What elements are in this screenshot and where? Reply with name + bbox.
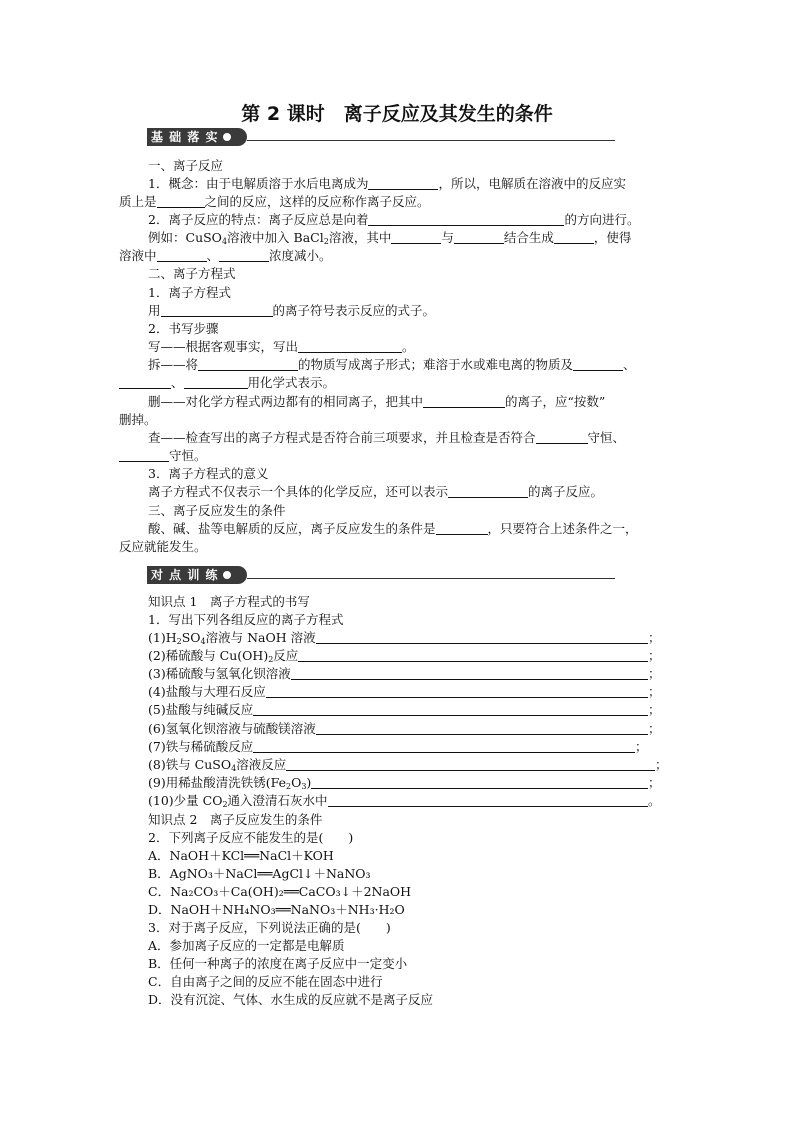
equation-label — [148, 648, 298, 663]
section-tag — [147, 566, 247, 584]
blank[interactable] — [536, 430, 588, 444]
blank[interactable] — [119, 448, 169, 462]
section-tag — [147, 128, 247, 146]
text-line — [148, 211, 708, 229]
text-line — [148, 175, 708, 193]
subheading: 1．离子方程式 — [148, 285, 231, 300]
text: 质上是 — [119, 194, 157, 209]
answer-blank[interactable] — [253, 702, 648, 716]
text: 通入澄清石灰水中 — [227, 792, 328, 808]
text: 的方向进行。 — [564, 212, 640, 227]
text-line — [148, 429, 708, 447]
equation-label — [148, 739, 253, 754]
answer-blank[interactable] — [316, 721, 648, 735]
answer-blank[interactable] — [298, 648, 648, 662]
text: (10)少量 CO — [148, 792, 223, 808]
text-line — [119, 193, 679, 211]
text-line: 删掉。 — [119, 412, 157, 427]
question-1: 1．写出下列各组反应的离子方程式 — [148, 612, 344, 627]
subscript: 2 — [285, 781, 292, 791]
equation-label — [148, 630, 316, 645]
text: (3)稀硫酸与氢氧化钡溶液 — [148, 666, 291, 682]
question-2: 2．下列离子反应不能发生的是( ) — [148, 830, 354, 845]
answer-blank[interactable] — [328, 793, 648, 807]
subscript: 4 — [221, 237, 228, 246]
section-label: 对 点 训 练 — [151, 568, 219, 582]
line-end: ； — [648, 774, 661, 790]
text: (9)用稀盐酸清洗铁锈(Fe — [148, 774, 286, 790]
knowledge-point-2: 知识点 2 离子反应发生的条件 — [148, 812, 323, 827]
bullet-icon — [223, 133, 231, 141]
text: (5)盐酸与纯碱反应 — [148, 702, 254, 718]
text: (8)铁与 CuSO — [148, 756, 232, 772]
equation-label — [148, 793, 328, 808]
section-rule — [247, 578, 615, 579]
option-b[interactable]: B．任何一种离子的浓度在离子反应中一定变小 — [148, 956, 408, 971]
blank[interactable] — [298, 339, 402, 353]
subheading: 2．书写步骤 — [148, 321, 219, 336]
text: 拆——将 — [148, 357, 199, 372]
text: 酸、碱、盐等电解质的反应，离子反应发生的条件是 — [148, 521, 436, 536]
equation-item — [148, 738, 708, 756]
text: ，只要符合上述条件之一， — [487, 521, 638, 536]
blank[interactable] — [184, 375, 248, 389]
answer-blank[interactable] — [266, 684, 648, 698]
text: 用 — [148, 303, 161, 318]
equation-item — [148, 665, 708, 683]
section-label: 基 础 落 实 — [151, 130, 219, 144]
blank[interactable] — [161, 303, 273, 317]
subscript: 2 — [222, 799, 228, 809]
text: 守恒。 — [169, 448, 207, 463]
text: 反应 — [273, 648, 299, 664]
text: (7)铁与稀硫酸反应 — [148, 738, 254, 754]
equation-item — [148, 683, 708, 701]
answer-blank[interactable] — [291, 666, 648, 680]
text: 溶液中加入 BaCl — [227, 230, 324, 245]
text: 离子方程式不仅表示一个具体的化学反应，还可以表示 — [148, 484, 449, 499]
text: 之间的反应，这样的反应称作离子反应。 — [204, 194, 430, 209]
blank[interactable] — [423, 394, 505, 408]
equation-item — [148, 720, 708, 738]
option-b[interactable]: B．AgNO₃＋NaCl══AgCl↓＋NaNO₃ — [148, 866, 371, 881]
blank[interactable] — [119, 375, 171, 389]
text-line — [119, 447, 679, 465]
blank[interactable] — [198, 357, 298, 371]
option-a[interactable]: A．NaOH＋KCl══NaCl＋KOH — [148, 848, 334, 863]
text: 的离子反应。 — [528, 484, 604, 499]
blank[interactable] — [448, 484, 528, 498]
option-c[interactable]: C．Na₂CO₃＋Ca(OH)₂══CaCO₃↓＋2NaOH — [148, 884, 412, 899]
text-line — [119, 247, 679, 265]
subheading: 3．离子方程式的意义 — [148, 466, 269, 481]
line-end: 。 — [648, 792, 661, 808]
text: 结合生成 — [503, 230, 554, 245]
text-line — [148, 356, 708, 374]
blank[interactable] — [157, 194, 205, 208]
line-end: ； — [635, 738, 648, 754]
line-end: ； — [648, 630, 661, 645]
option-c[interactable]: C．自由离子之间的反应不能在固态中进行 — [148, 974, 383, 989]
equation-item — [148, 701, 708, 719]
text: 浓度减小。 — [269, 248, 332, 263]
text: 1．概念：由于电解质溶于水后电离成为 — [148, 176, 369, 191]
section-rule — [247, 140, 615, 141]
line-end: ； — [648, 702, 661, 718]
text: SO — [181, 630, 201, 645]
question-3: 3．对于离子反应，下列说法正确的是( ) — [148, 920, 391, 935]
subscript: 2 — [323, 237, 329, 246]
subscript: 4 — [200, 637, 206, 646]
text-line — [119, 374, 679, 392]
text: 的物质写成离子形式；难溶于水或难电离的物质及 — [298, 357, 574, 372]
line-end: ； — [648, 720, 661, 736]
answer-blank[interactable] — [253, 739, 635, 753]
text-line: 反应就能发生。 — [119, 539, 207, 554]
text: (4)盐酸与大理石反应 — [148, 684, 266, 700]
equation-label — [148, 757, 286, 772]
blank[interactable] — [554, 230, 594, 244]
text: ) — [306, 774, 312, 790]
text: 、 — [171, 375, 184, 390]
blank[interactable] — [391, 230, 441, 244]
page-title: 第 2 课时 离子反应及其发生的条件 — [241, 103, 553, 125]
heading-conditions: 三、离子反应发生的条件 — [148, 503, 286, 518]
text: 溶液中 — [119, 248, 157, 263]
blank[interactable] — [368, 212, 564, 226]
answer-blank[interactable] — [316, 630, 648, 644]
option-d[interactable]: D．NaOH＋NH₄NO₃══NaNO₃＋NH₃·H₂O — [148, 902, 405, 917]
text: 溶液反应 — [236, 756, 287, 772]
blank[interactable] — [219, 248, 269, 262]
option-a[interactable]: A．参加离子反应的一定都是电解质 — [148, 938, 345, 953]
text: 、 — [623, 357, 636, 372]
blank[interactable] — [157, 248, 207, 262]
text: ，使得 — [593, 230, 632, 245]
subscript: 2 — [176, 637, 182, 646]
text-line — [148, 302, 708, 320]
blank[interactable] — [368, 176, 438, 190]
text: 、 — [206, 248, 220, 263]
subscript: 4 — [231, 763, 237, 773]
text: 查——检查写出的离子方程式是否符合前三项要求，并且检查是否符合 — [148, 430, 536, 445]
text: 用化学式表示。 — [247, 375, 336, 390]
text-line — [148, 483, 708, 501]
option-d[interactable]: D．没有沉淀、气体、水生成的反应就不是离子反应 — [148, 992, 434, 1007]
text: 例如：CuSO — [148, 230, 222, 245]
equation-label — [148, 684, 266, 699]
heading-ionic-equation: 二、离子方程式 — [148, 266, 236, 281]
equation-label — [148, 721, 316, 736]
knowledge-point-1: 知识点 1 离子方程式的书写 — [148, 594, 310, 609]
text: 溶液，其中 — [328, 230, 392, 245]
text: 。 — [402, 339, 415, 354]
text: 溶液与 NaOH 溶液 — [205, 630, 316, 645]
blank[interactable] — [573, 357, 623, 371]
text: 的离子，应“按数” — [505, 394, 606, 409]
blank[interactable] — [454, 230, 504, 244]
text: 写——根据客观事实，写出 — [148, 339, 299, 354]
text: 删——对化学方程式两边都有的相同离子，把其中 — [148, 394, 424, 409]
line-end: ； — [655, 756, 668, 772]
line-end: ； — [648, 648, 661, 664]
bullet-icon — [223, 571, 231, 579]
text: 与 — [441, 230, 454, 245]
blank[interactable] — [436, 521, 488, 535]
line-end: ； — [648, 666, 661, 682]
text: 的离子符号表示反应的式子。 — [272, 303, 436, 318]
equation-label — [148, 666, 291, 681]
text: ，所以，电解质在溶液中的反应实 — [438, 176, 626, 191]
text: (1)H — [148, 630, 177, 645]
text: 守恒、 — [587, 430, 626, 445]
text-line — [148, 338, 708, 356]
equation-label — [148, 775, 311, 790]
text-line — [148, 393, 708, 411]
text: (2)稀硫酸与 Cu(OH) — [148, 648, 269, 664]
text: 2．离子反应的特点：离子反应总是向着 — [148, 212, 369, 227]
heading-ionic-reaction: 一、离子反应 — [148, 158, 224, 173]
answer-blank[interactable] — [311, 775, 648, 789]
equation-label — [148, 702, 253, 717]
subscript: 3 — [301, 781, 307, 791]
answer-blank[interactable] — [286, 757, 655, 771]
subscript: 2 — [268, 655, 274, 665]
text: (6)氢氧化钡溶液与硫酸镁溶液 — [148, 720, 316, 736]
text: O — [291, 774, 302, 790]
text-line — [148, 520, 708, 538]
line-end: ； — [648, 684, 661, 700]
